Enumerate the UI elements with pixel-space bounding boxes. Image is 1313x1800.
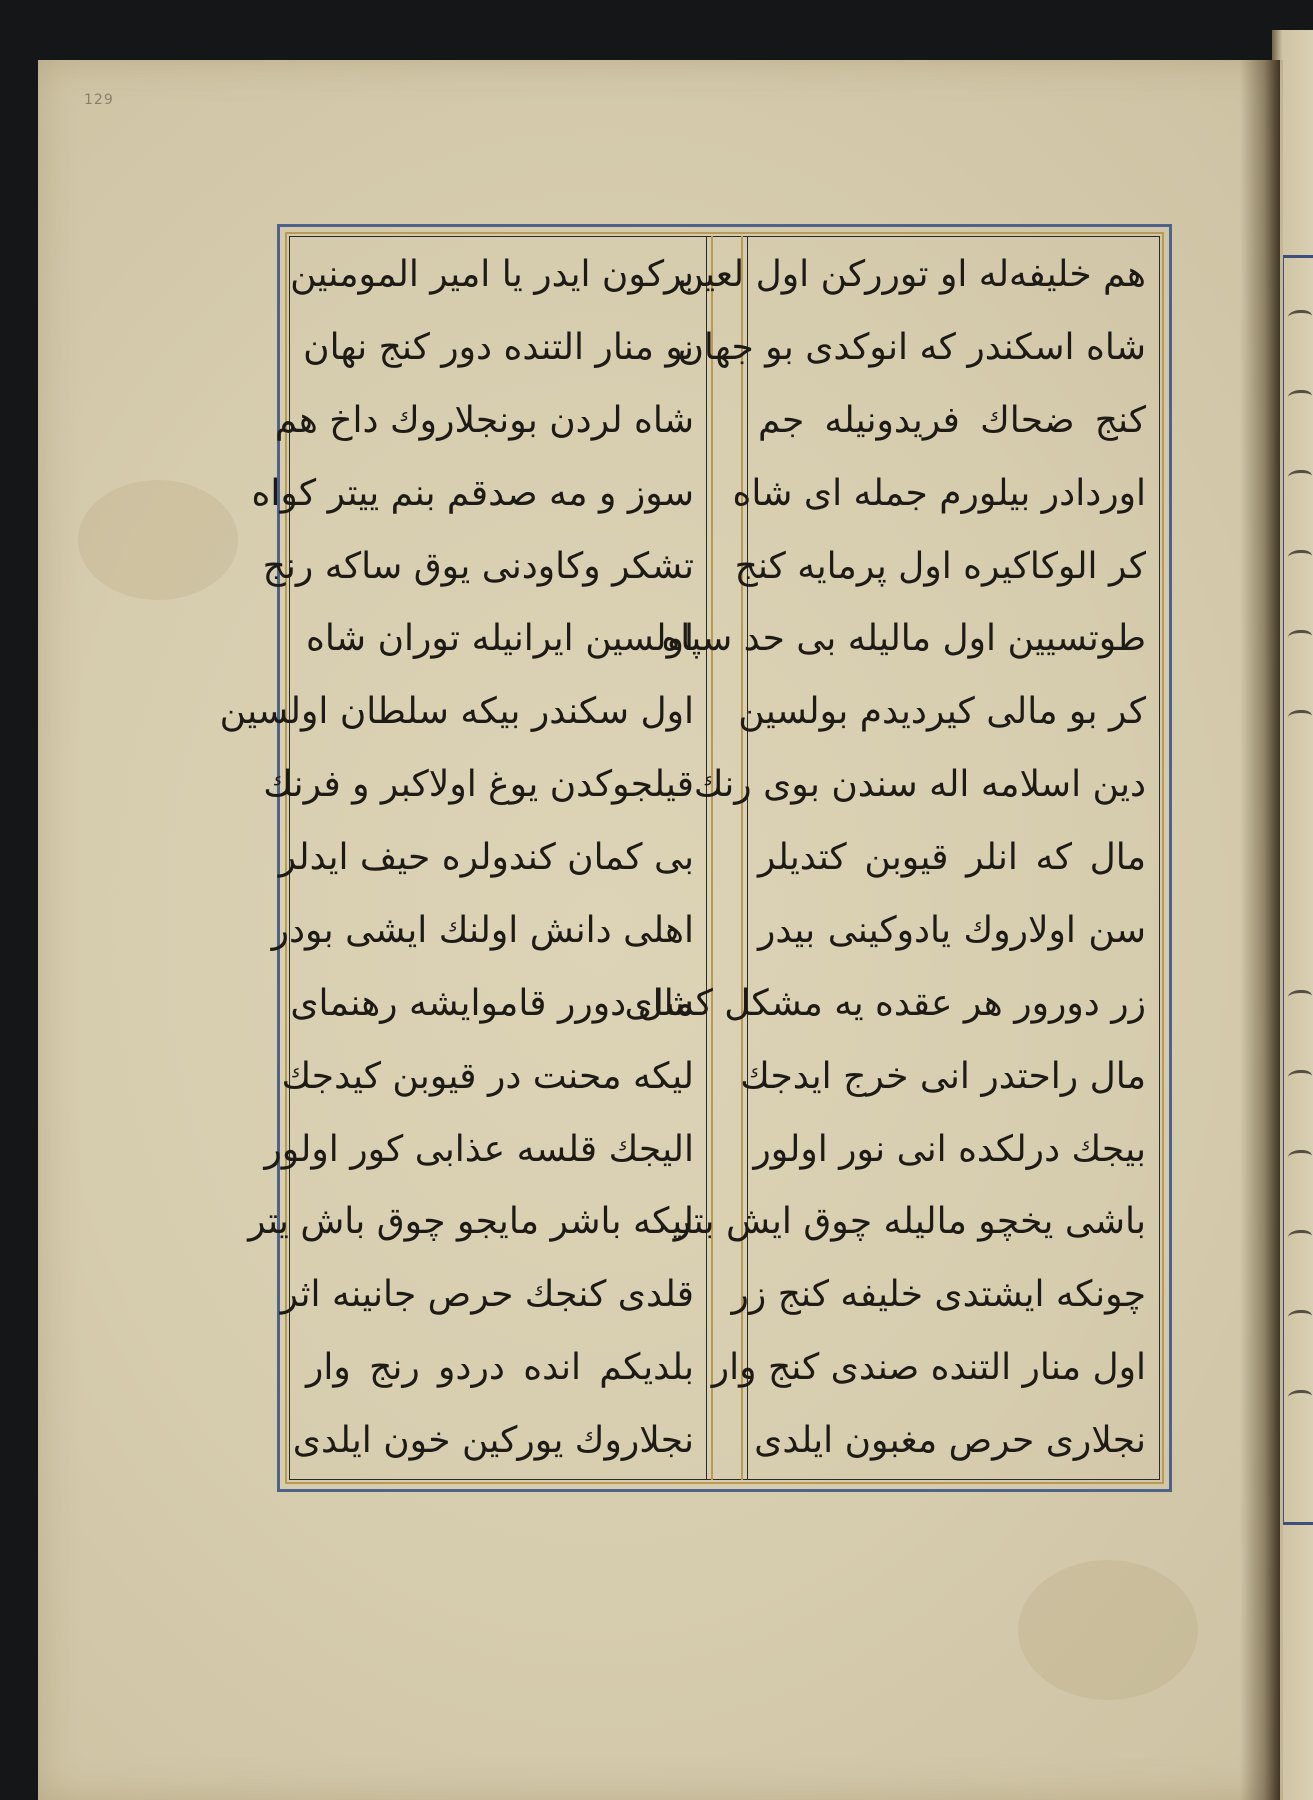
facing-page-text-fragment	[1288, 470, 1312, 485]
verse-line: کر بو مالی کیردیدم بولسین	[738, 691, 1146, 733]
verse-line: بلدیکم انده دردو رنج وار	[306, 1347, 694, 1389]
verse-line: کر الوکاکیره اول پرمایه کنج	[734, 545, 1146, 587]
facing-page-text-fragment	[1288, 1230, 1312, 1245]
verse-line: هم خلیفه‌له او توررکن اول لعین	[677, 254, 1146, 295]
facing-page-text-fragment	[1288, 1150, 1312, 1165]
folio-number: 129	[84, 92, 114, 108]
verse-line: مال که انلر قیوبن کتدیلر	[758, 837, 1146, 878]
verse-line: مال راحتدر انی خرج ایدجك	[740, 1055, 1146, 1097]
verse-line: بو منار التنده دور کنج نهان	[303, 326, 694, 368]
verse-line: قیلجوکدن یوغ اولاکبر و فرنك	[263, 764, 694, 806]
verse-line: سن اولاروك یادوکینی بیدر	[758, 909, 1146, 951]
verse-line: شاه لردن بونجلاروك داخ هم	[274, 399, 694, 441]
right-text-column	[624, 244, 1152, 1472]
facing-page-text-fragment	[1288, 1070, 1312, 1085]
paper-stain	[1018, 1560, 1198, 1700]
verse-line: لیکه باشر مایجو چوق باش یتر	[248, 1201, 694, 1243]
verse-line: سوز و مه صدقم بنم ییتر کواه	[251, 472, 694, 514]
verse-line: تشکر وکاودنی یوق ساکه رنج	[262, 545, 694, 587]
verse-line: بیجك درلکده انی نور اولور	[753, 1128, 1146, 1170]
facing-page-frame	[1281, 255, 1313, 1525]
verse-line: نجلاروك یورکین خون ایلدی	[292, 1420, 694, 1461]
verse-line: کنج ضحاك فریدونیله جم	[758, 399, 1146, 441]
facing-page-text-fragment	[1288, 550, 1312, 565]
left-text-column	[219, 244, 700, 1472]
verse-line: قلدی کنجك حرص جانینه اثر	[280, 1274, 694, 1316]
verse-line: برکون ایدر یا امیر المومنین	[290, 254, 694, 295]
verse-line: زر دورور هر عقده یه مشکل کشای	[624, 982, 1146, 1024]
verse-line: نجلاری حرص مغبون ایلدی	[754, 1420, 1146, 1461]
verse-line: اول سکندر بیکه سلطان اولسین	[219, 691, 694, 733]
verse-line: لیکه محنت در قیوبن کیدجك	[281, 1055, 694, 1097]
verse-line: اوردادر بیلورم جمله ای شاه	[732, 472, 1146, 514]
verse-line: چونکه ایشتدی خلیفه کنج زر	[731, 1274, 1146, 1316]
verse-line: طوتسیین اول مالیله بی حد سپاه	[661, 618, 1146, 660]
facing-page-text-fragment	[1288, 1390, 1312, 1405]
facing-page-text-fragment	[1288, 1310, 1312, 1325]
facing-page-text-fragment	[1288, 310, 1312, 325]
verse-line: اولسین ایرانیله توران شاه	[306, 618, 694, 660]
facing-page-text-fragment	[1288, 990, 1312, 1005]
verse-line: الیجك قلسه عذابی کور اولور	[264, 1128, 694, 1170]
verse-line: باشی یخچو مالیله چوق ایش بتر	[673, 1201, 1146, 1243]
verse-line: اهلی دانش اولنك ایشی بودر	[271, 909, 694, 951]
verse-line: شاه اسکندر که انوکدی بو جهان	[677, 326, 1146, 368]
verse-line: بی کمان کندولره حیف ایدلر	[278, 837, 694, 878]
facing-page-text-fragment	[1288, 630, 1312, 645]
facing-page-text-fragment	[1288, 390, 1312, 405]
paper-stain	[78, 480, 238, 600]
verse-line: دین اسلامه اله سندن بوی رنك	[693, 764, 1146, 806]
facing-page-text-fragment	[1288, 710, 1312, 725]
verse-line: مال دورر قاموایشه رهنمای	[290, 982, 694, 1024]
binding-gutter-shadow	[1240, 60, 1280, 1800]
verse-line: اول منار التنده صندی کنج وار	[711, 1347, 1146, 1389]
